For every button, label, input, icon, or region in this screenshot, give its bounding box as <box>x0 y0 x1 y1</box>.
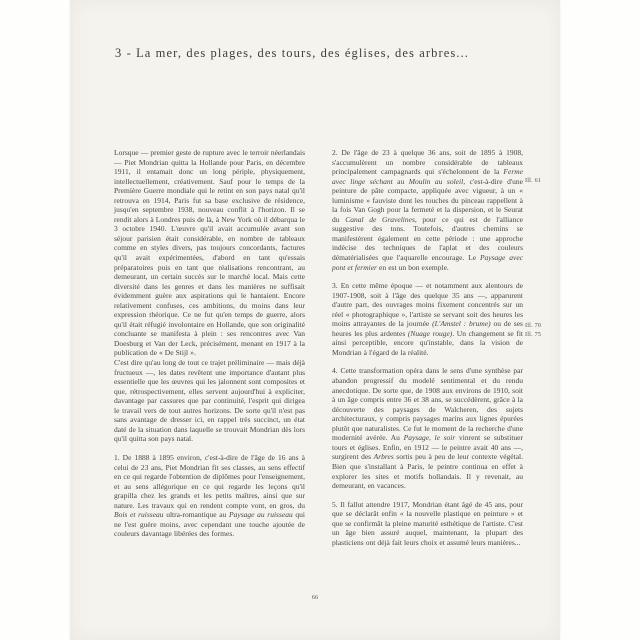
left-column <box>114 148 305 547</box>
paragraph-dates: C'est dire qu'au long de tout ce trajet préliminaire — mais déjà fructueux —, les dates revêtent une importance d'autant plus essentielle que les œuvres qui les jalonnent sont composites et que, rétrospectivement, elles servent aujourd'hui à expliciter, davantage par cassures que par continuité, l'esprit qui dirigea le travail vers de tout autres horizons. De sorte qu'il n'est pas sans avantage de dresser ici, en rappel très succinct, un état daté de la situation dans laquelle se trouvait Mondrian dès lors qu'il quitta son pays natal. <box>114 358 305 444</box>
paragraph-intro: Lorsque — premier geste de rupture avec le terroir néerlandais — Piet Mondrian quitta la Hollande pour Paris, en décembre 1911, il entamait donc un long périple, physiquement, intellectuellement, créativement. Sauf pour le temps de la Première Guerre mondiale qui le retint en son pays natal qu'il retrouva en 1914, Paris fut sa base exclusive de résidence, jusqu'en septembre 1938, nouveau conflit à l'horizon. Il se rendit alors à Londres puis de là, à New York où il débarqua le 3 octobre 1940. L'œuvre qu'il avait accumulée avant son séjour parisien était considérable, en nombre de tableaux comme en styles divers, pas toujours concordants, factures qu'il avait expérimentées, d'abord en tant qu'essais préparatoires puis en tant que réalisations rencontrant, au demeurant, un certain succès sur le marché local. Mais cette diversité dans les genres et dans les manières ne suffisait évidemment guère aux aspirations qui le hantaient. Encore relativement confuses, ces ambitions, du moins dans leur expression théorique. Ce ne fut qu'en temps de guerre, alors qu'il était réfugié involontaire en Hollande, que son originalité concluante se manifesta à plein : ses rencontres avec Van Doesburg et Van der Leck, précisément, menant en 1917 à la publication de « De Stijl ». <box>114 148 305 358</box>
paragraph-period-4: 4. Cette transformation opéra dans le sens d'une synthèse par abandon progressif du modelé sentimental et du rendu anecdotique. De sorte que, de 1908 aux environs de 1910, soit à un âge compris entre 36 et 38 ans, se succédèrent, grâce à la découverte des paysages de Walcheren, des sujets architecturaux, y compris paysages marins aux lignes épurées plutôt que naturalistes. Ce fut le moment de la recherche d'une modernité avérée. Au Paysage, le soir vinrent se substituer tours et églises. Enfin, en 1912 — le peintre avait 40 ans —, surgirent des Arbres sortis peu à peu de leur contexte végétal. Bien que s'installant à Paris, le peintre continua en effet à explorer les sites et motifs hollandais. Il y revenait, au demeurant, en vacances. <box>332 366 523 491</box>
text-columns <box>114 148 523 547</box>
margin-note-ill-75: Ill. 75 <box>525 331 542 338</box>
paragraph-period-5: 5. Il fallut attendre 1917, Mondrian étant âgé de 45 ans, pour que se déclarât enfin « la nouvelle plastique en peinture » et que se confirmât la pleine maturité esthétique de l'artiste. C'est un âge bien assuré auquel, maintenant, la plupart des plasticiens ont déjà fait leurs choix et assumé leurs manières... <box>332 499 523 547</box>
page-content <box>70 0 560 640</box>
right-column <box>332 148 523 547</box>
page-number: 66 <box>311 594 319 601</box>
margin-note-ill-70: Ill. 70 <box>525 322 542 329</box>
margin-note-ill-61: Ill. 61 <box>525 177 542 184</box>
paragraph-period-3: 3. En cette même époque — et notamment aux alentours de 1907-1908, soit à l'âge des quelque 35 ans —, apparurent d'autre part, des ouvrages moins fixement concentrés sur un réel « photographique », l'artiste se servant soit des heures les moins attrayantes de la journée (L'Amstel : brume) ou de ses heures les plus ardentes (Nuage rouge). Un changement se fit ainsi perceptible, encore qu'instable, dans la vision de Mondrian à l'égard de la réalité. <box>332 281 523 357</box>
paragraph-period-2: 2. De l'âge de 23 à quelque 36 ans, soit de 1895 à 1908, s'accumulèrent un nombre considérable de tableaux principalement campagnards qui s'échelonnent de la Ferme avec linge séchant au Moulin au soleil, c'est-à-dire d'une peinture de pâte compacte, appliquée avec vigueur, à un « luminisme » fauviste dont les touches du pinceau rappellent à la fois Van Gogh pour la fermeté et la dispersion, et le Seurat du Canal de Gravelines, pour ce qui est de l'alliance suggestive des tons. Toutefois, d'autres chemins se manifestèrent également en cette période : une approche indécise des techniques de l'aplat et des couleurs dématérialisées que l'aquarelle encourage. Le Paysage avec pont et fermier en est un bon exemple. <box>332 148 523 272</box>
book-page <box>70 0 560 640</box>
paragraph-period-1: 1. De 1888 à 1895 environ, c'est-à-dire de l'âge de 16 ans à celui de 23 ans, Piet Mondrian fit ses classes, au sens effectif en ce qui regarde l'obtention de diplômes pour l'enseignement, et au sens allégorique en ce qui regarde les leçons qu'il grapilla chez les grands et les petits maîtres, ainsi que sur nature. Les travaux qui en rendent compte vont, en gros, du Bois et ruisseau ultra-romantique au Paysage au ruisseau qui ne l'est guère moins, avec cependant une touche ajoutée de couleurs davantage libérées des formes. <box>114 452 305 539</box>
chapter-title: 3 - La mer, des plages, des tours, des églises, des arbres... <box>115 46 470 60</box>
